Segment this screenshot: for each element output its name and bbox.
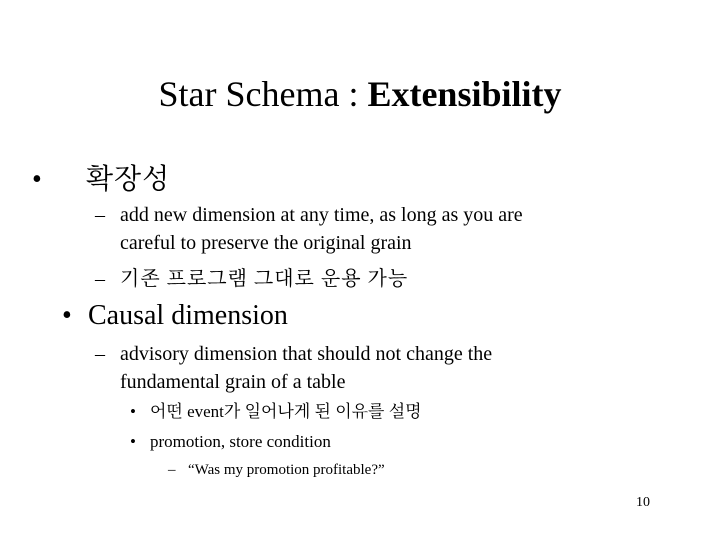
level4-bullet-marker: – xyxy=(168,462,176,478)
level4-bullet-question: “Was my promotion profitable?” xyxy=(188,462,385,478)
sub-bullet-add-dimension-line1: add new dimension at any time, as long as you are xyxy=(120,204,523,226)
slide-title xyxy=(0,72,720,116)
sub-bullet-existing-program: 기존 프로그램 그대로 운용 가능 xyxy=(120,268,409,290)
bullet-marker: • xyxy=(62,300,72,331)
sub-bullet-advisory-line2: fundamental grain of a table xyxy=(120,371,346,393)
sub-sub-bullet-promotion: promotion, store condition xyxy=(150,432,331,451)
bullet-marker: • xyxy=(32,164,42,195)
sub-bullet-advisory-line1: advisory dimension that should not change the xyxy=(120,343,493,365)
sub-sub-bullet-marker: • xyxy=(130,402,136,421)
page-number: 10 xyxy=(636,495,650,510)
sub-bullet-marker: – xyxy=(95,268,105,290)
sub-bullet-marker: – xyxy=(95,343,105,365)
sub-bullet-add-dimension-line2: careful to preserve the original grain xyxy=(120,232,412,254)
title-bold: Extensibility xyxy=(367,74,562,114)
bullet-causal-dimension: Causal dimension xyxy=(88,300,288,331)
title-regular: Star Schema : xyxy=(158,74,368,114)
bullet-extensibility: 확장성 xyxy=(86,164,171,195)
sub-sub-bullet-event-reason: 어떤 event가 일어나게 된 이유를 설명 xyxy=(150,402,422,421)
sub-sub-bullet-marker: • xyxy=(130,432,136,451)
sub-bullet-marker: – xyxy=(95,204,105,226)
